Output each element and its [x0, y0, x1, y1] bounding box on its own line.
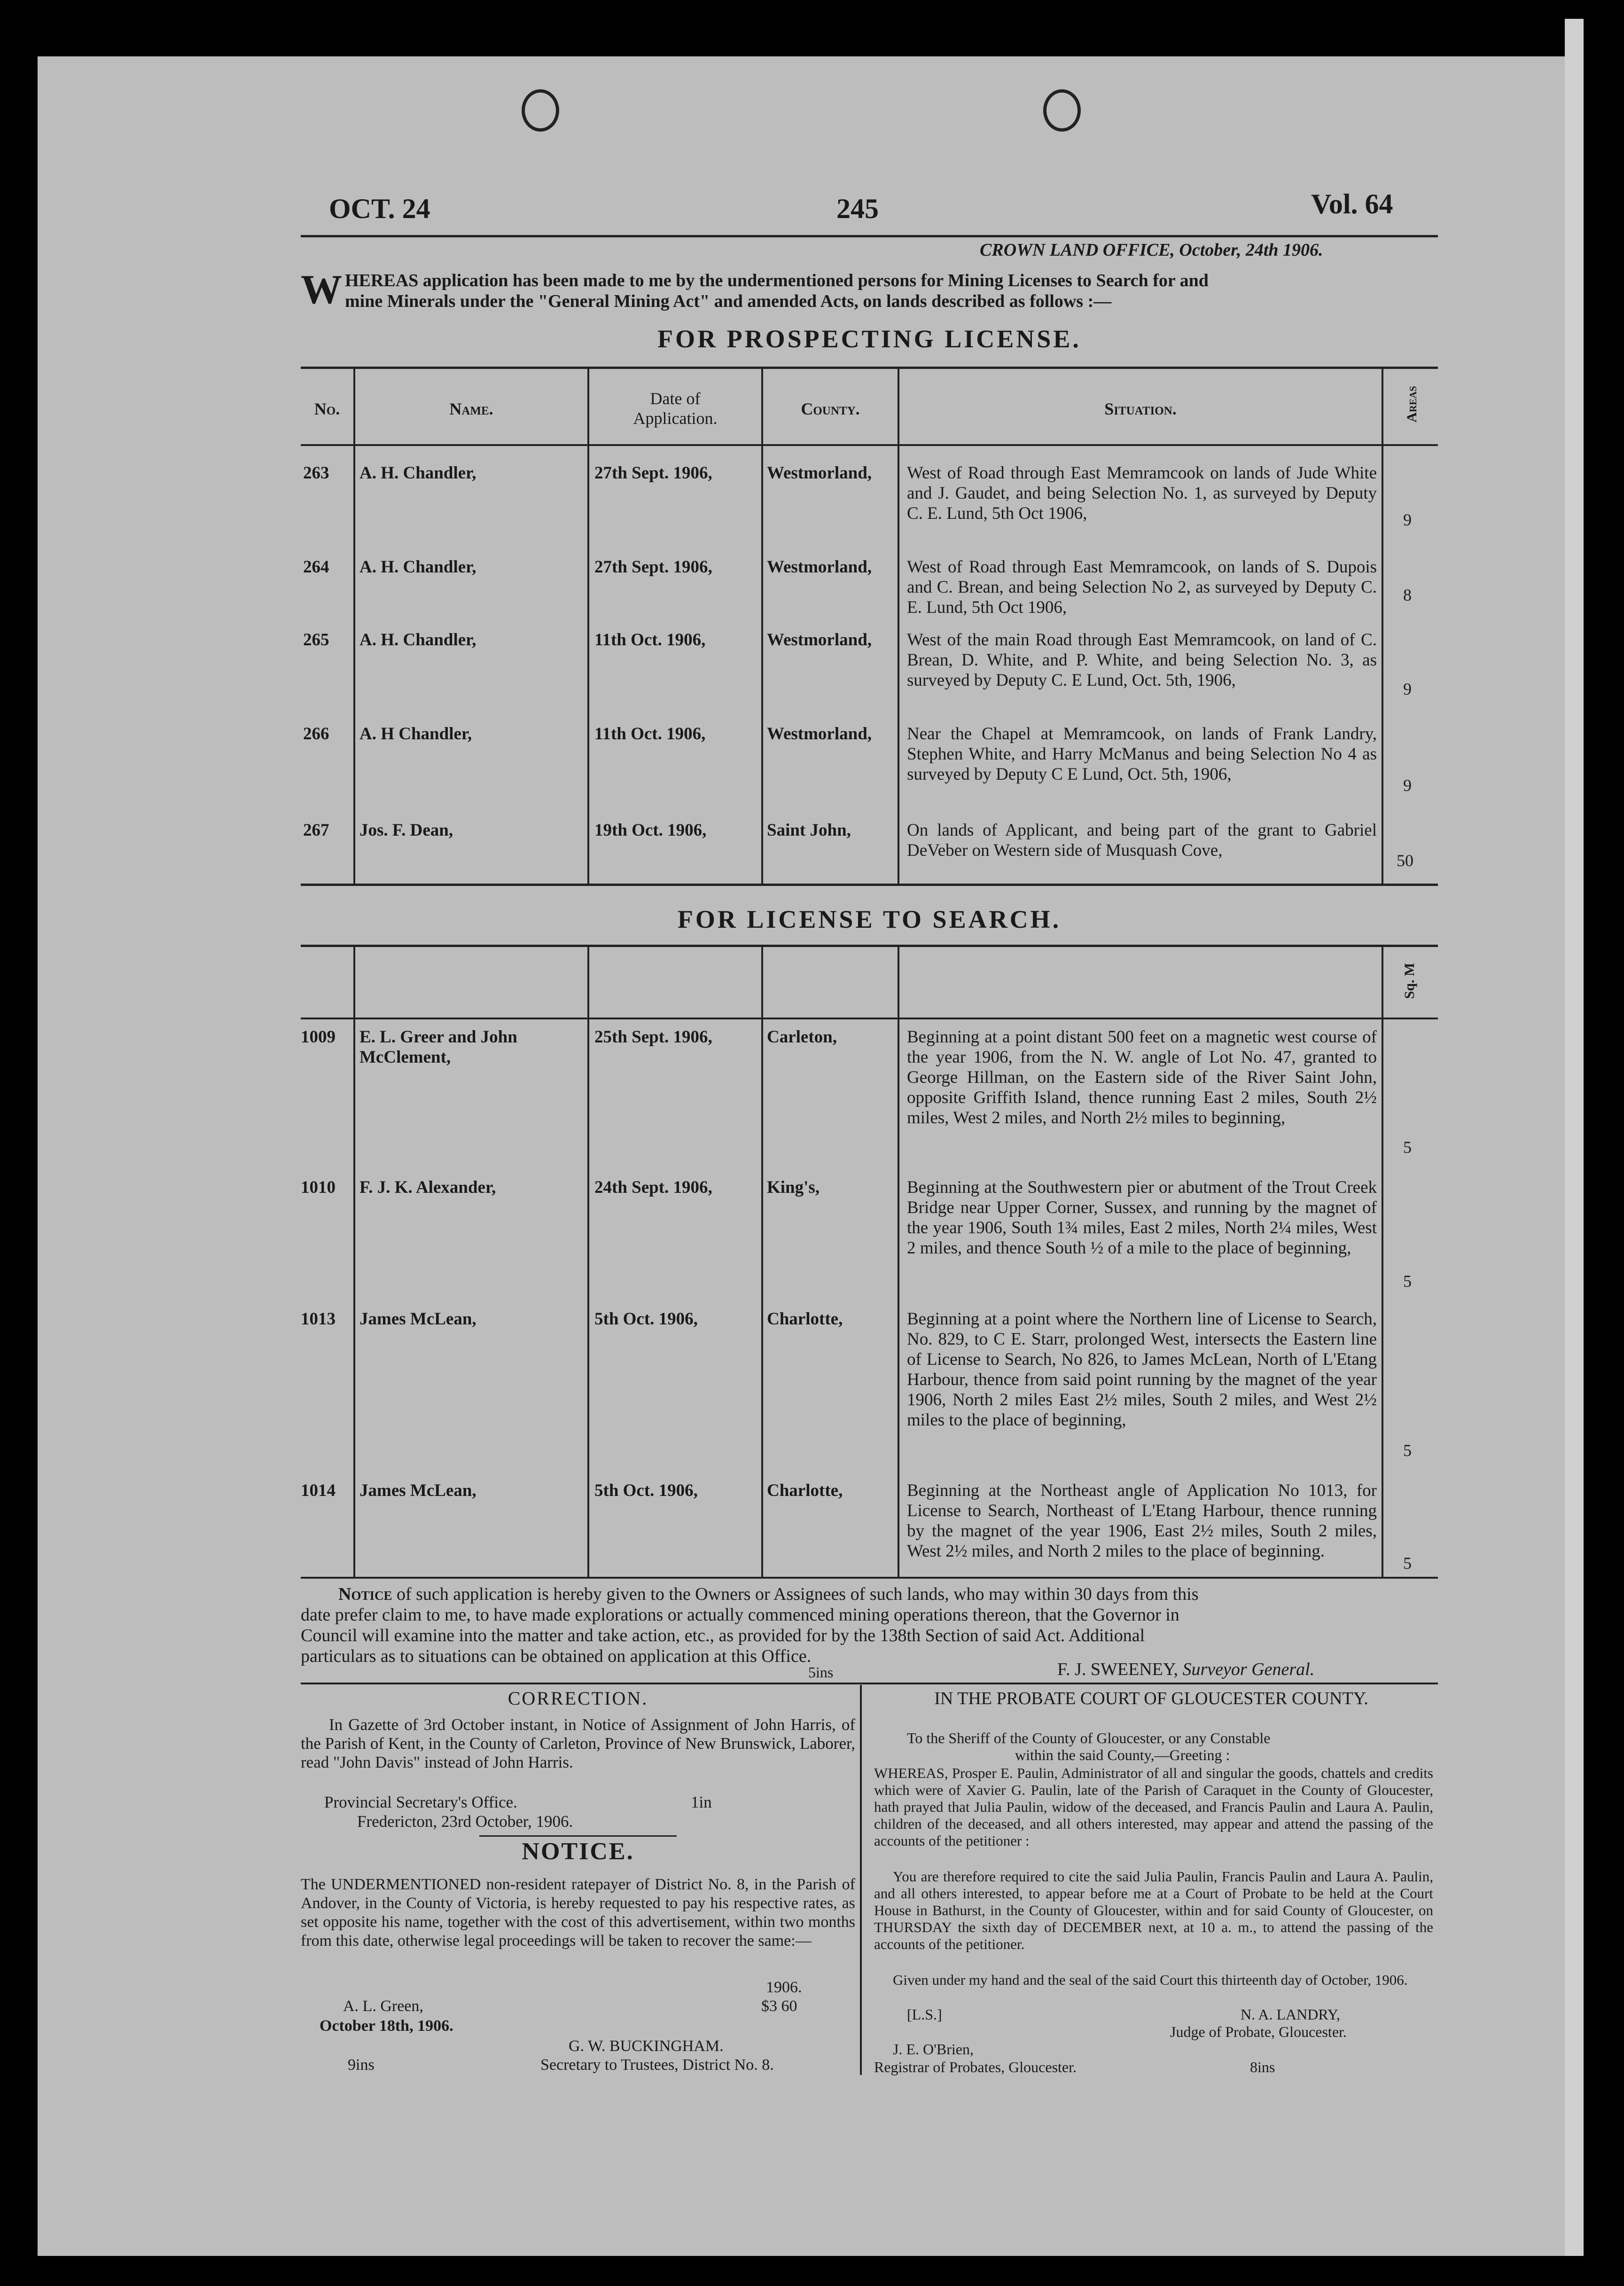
row-name: Jos. F. Dean, — [359, 821, 453, 840]
row-no: 1010 — [301, 1178, 336, 1197]
prospecting-title: FOR PROSPECTING LICENSE. — [657, 325, 1081, 353]
row-no: 266 — [303, 724, 329, 744]
row-situation: Beginning at the Southwestern pier or abutment of the Trout Creek Bridge near Upper Corner, Sussex, and running by the magnet of the year 1906, South 1¾ miles, East 2 miles, North 2¼ miles, West 2 miles, and thence South ½ of a mile to the place of beginning, — [907, 1178, 1377, 1258]
col-situation: Situation. — [1104, 399, 1177, 418]
probate-title: IN THE PROBATE COURT OF GLOUCESTER COUNTY. — [934, 1689, 1368, 1708]
row-situation: Near the Chapel at Memramcook, on lands of Frank Landry, Stephen White, and Harry McManus and being Selection No 4 as surveyed by Deputy C E Lund, Oct. 5th, 1906, — [907, 724, 1377, 784]
row-no: 1013 — [301, 1309, 336, 1329]
probate-registrar-title: Registrar of Probates, Gloucester. — [874, 2059, 1077, 2075]
row-area: 9 — [1403, 510, 1412, 529]
binding-hole-right — [1043, 89, 1081, 132]
correction-office: Provincial Secretary's Office. — [324, 1793, 517, 1811]
probate-body: WHEREAS, Prosper E. Paulin, Administrator of all and singular the goods, chattels and credits which were of Xavier G. Paulin, late of the Parish of Caraquet in the County of Gloucester, hath prayed that Julia Paulin, widow of the deceased, and Francis Paulin and Laura A. Paulin, children of the deceased, and all others interested, may appear and attend the passing of the accounts of the petitioner : — [874, 1765, 1433, 1849]
notice-signature — [1057, 1659, 1314, 1680]
volume-number: Vol. 64 — [1311, 188, 1393, 219]
col-rule — [353, 367, 355, 884]
notice-year: 1906. — [766, 1979, 802, 1996]
probate-registrar: J. E. O'Brien, — [893, 2041, 974, 2058]
office-line: CROWN LAND OFFICE, October, 24th 1906. — [980, 240, 1323, 260]
col-name: Name. — [449, 399, 493, 418]
column-top-rule — [301, 1683, 1438, 1684]
notice-amount: $3 60 — [761, 1997, 797, 2015]
row-situation: West of Road through East Memramcook on lands of Jude White and J. Gaudet, and being Selection No. 1, as surveyed by Deputy C. E. Lund, 5th Oct 1906, — [907, 463, 1377, 523]
notice-signer: G. W. BUCKINGHAM. — [569, 2037, 724, 2055]
row-area: 8 — [1403, 586, 1412, 604]
row-no: 263 — [303, 463, 329, 483]
row-county: Saint John, — [767, 821, 851, 840]
notice-insertions: 5ins — [808, 1664, 834, 1681]
row-name: A. H. Chandler, — [359, 630, 476, 650]
row-no: 264 — [303, 557, 329, 577]
row-area: 9 — [1403, 776, 1412, 795]
row-date: 11th Oct. 1906, — [594, 724, 706, 744]
row-situation: West of the main Road through East Memramcook, on land of C. Brean, D. White, and P. White, and being Selection No. 3, as surveyed by Deputy C. E Lund, Oct. 5th, 1906, — [907, 630, 1377, 690]
row-date: 25th Sept. 1906, — [594, 1027, 712, 1047]
notice-title: NOTICE. — [522, 1838, 634, 1865]
col-date-2: Application. — [633, 409, 718, 428]
search-top-rule — [301, 945, 1438, 947]
row-area: 5 — [1403, 1554, 1412, 1573]
row-no: 267 — [303, 821, 329, 840]
row-area: 5 — [1403, 1441, 1412, 1460]
page-number: 245 — [836, 193, 879, 224]
row-date: 27th Sept. 1906, — [594, 463, 712, 483]
col-rule — [587, 945, 589, 1577]
probate-seal: [L.S.] — [907, 2006, 942, 2023]
search-title: FOR LICENSE TO SEARCH. — [677, 905, 1062, 933]
intro-line-2: mine Minerals under the "General Mining Act" and amended Acts, on lands described as follows :— — [345, 291, 1112, 311]
probate-given: Given under my hand and the seal of the said Court this thirteenth day of October, 1906. — [893, 1972, 1408, 1988]
header-rule — [301, 235, 1438, 237]
notice-body: The UNDERMENTIONED non-resident ratepayer of District No. 8, in the Parish of Andover, in the County of Victoria, is hereby requested to pay his respective rates, as set opposite his name, together with the cost of this advertisement, within two months from this date, otherwise legal proceedings will be taken to recover the same:— — [301, 1876, 855, 1949]
correction-title: CORRECTION. — [508, 1688, 648, 1709]
prospecting-top-rule — [301, 367, 1438, 369]
probate-judge: N. A. LANDRY, — [1241, 2006, 1340, 2023]
row-name: James McLean, — [359, 1309, 476, 1329]
row-date: 27th Sept. 1906, — [594, 557, 712, 577]
probate-judge-title: Judge of Probate, Gloucester. — [1170, 2023, 1347, 2040]
row-situation: On lands of Applicant, and being part of the grant to Gabriel DeVeber on Western side of Musquash Cove, — [907, 821, 1377, 860]
probate-salutation-2: within the said County,—Greeting : — [1015, 1746, 1230, 1763]
surveyor-title: Surveyor General. — [1182, 1660, 1315, 1679]
col-rule — [898, 367, 899, 884]
col-rule — [1382, 367, 1383, 884]
probate-body-2: You are therefore required to cite the said Julia Paulin, Francis Paulin and Laura A. Paulin, and all others interested, to appear before me at a Court of Probate to be held at the Court House in Bathurst, in the County of Gloucester, within and for said County of Gloucester, on THURSDAY the sixth day of DECEMBER next, at 10 a. m., to attend the passing of the accounts of the petitioner. — [874, 1868, 1433, 1952]
row-date: 5th Oct. 1906, — [594, 1309, 698, 1329]
notice-signer-title: Secretary to Trustees, District No. 8. — [540, 2056, 774, 2074]
row-name: A. H. Chandler, — [359, 463, 476, 483]
col-area: Areas — [1404, 386, 1420, 423]
row-area: 5 — [1403, 1272, 1412, 1291]
row-county: Westmorland, — [767, 557, 872, 577]
row-county: Charlotte, — [767, 1309, 843, 1329]
row-situation: Beginning at a point where the Northern line of License to Search, No. 829, to C E. Starr, prolonged West, intersects the Eastern line of License to Search, No 826, to James McLean, North of L'Etang Harbour, thence from said point running by the magnet of the year 1906, North 2 miles East 2½ miles, South 2 miles, and West 2½ miles to the place of beginning, — [907, 1309, 1377, 1430]
intro-paragraph — [301, 267, 1438, 313]
col-rule — [353, 945, 355, 1577]
col-rule — [761, 367, 763, 884]
correction-rule — [479, 1835, 677, 1837]
notice-paragraph — [301, 1584, 1438, 1667]
row-county: King's, — [767, 1178, 820, 1197]
row-name: F. J. K. Alexander, — [359, 1178, 496, 1197]
row-county: Westmorland, — [767, 724, 872, 744]
row-date: 11th Oct. 1906, — [594, 630, 706, 650]
notice-insertions: 9ins — [348, 2056, 375, 2074]
correction-body: In Gazette of 3rd October instant, in Notice of Assignment of John Harris, of the Parish of Kent, in the County of Carleton, Province of New Brunswick, Laborer, read "John Davis" instead of John Harris. — [301, 1715, 855, 1771]
row-county: Westmorland, — [767, 463, 872, 483]
col-rule — [761, 945, 763, 1577]
row-name: E. L. Greer and John McClement, — [359, 1027, 517, 1067]
row-no: 1014 — [301, 1481, 336, 1500]
row-county: Westmorland, — [767, 630, 872, 650]
correction-place-date: Fredericton, 23rd October, 1906. — [357, 1812, 573, 1831]
notice-line-3: Council will examine into the matter and take action, etc., as provided for by the 138th Section of said Act. Additional — [301, 1626, 1145, 1645]
row-situation: Beginning at the Northeast angle of Application No 1013, for License to Search, Northeast of L'Etang Harbour, thence running by the magnet of the year 1906, East 2½ miles, South 2 miles, West 2½ miles, and North 2 miles to the place of beginning. — [907, 1481, 1377, 1561]
col-rule — [1382, 945, 1383, 1577]
notice-date: October 18th, 1906. — [320, 2017, 453, 2035]
issue-date: OCT. 24 — [329, 193, 430, 224]
notice-payer: A. L. Green, — [343, 1997, 423, 2015]
page-edge — [1565, 19, 1584, 2256]
row-situation: West of Road through East Memramcook, on lands of S. Dupois and C. Brean, and being Selection No 2, as surveyed by Deputy C. E. Lund, 5th Oct 1906, — [907, 557, 1377, 617]
notice-line-4: particulars as to situations can be obtained on application at this Office. — [301, 1646, 812, 1666]
col-date-1: Date of — [650, 389, 701, 408]
row-area: 50 — [1397, 851, 1413, 870]
prospecting-head-rule — [301, 444, 1438, 446]
row-area: 9 — [1403, 680, 1412, 698]
probate-insertions: 8ins — [1250, 2059, 1275, 2075]
row-date: 24th Sept. 1906, — [594, 1178, 712, 1197]
col-county: County. — [801, 399, 860, 418]
row-name: A. H Chandler, — [359, 724, 472, 744]
drop-cap: W — [301, 267, 342, 313]
row-name: A. H. Chandler, — [359, 557, 476, 577]
row-date: 5th Oct. 1906, — [594, 1481, 698, 1500]
search-head-rule — [301, 1018, 1438, 1019]
surveyor-name: F. J. SWEENEY, — [1057, 1660, 1179, 1679]
row-area: 5 — [1403, 1138, 1412, 1157]
search-bottom-rule — [301, 1577, 1438, 1579]
notice-line-1: of such application is hereby given to the Owners or Assignees of such lands, who may within 30 days from this — [396, 1584, 1199, 1604]
col-rule — [587, 367, 589, 884]
prospecting-bottom-rule — [301, 884, 1438, 886]
notice-lead: Notice — [338, 1584, 392, 1604]
col-no: No. — [314, 399, 340, 418]
row-name: James McLean, — [359, 1481, 476, 1500]
row-no: 265 — [303, 630, 329, 650]
col-rule — [898, 945, 899, 1577]
intro-line-1: HEREAS application has been made to me by the undermentioned persons for Mining Licenses to Search for and — [345, 271, 1209, 290]
probate-salutation-1: To the Sheriff of the County of Gloucester, or any Constable — [907, 1730, 1271, 1746]
binding-hole-left — [522, 89, 559, 132]
row-county: Carleton, — [767, 1027, 837, 1047]
col-sq-miles: Sq. M — [1402, 963, 1417, 999]
correction-insertions: 1in — [691, 1793, 712, 1811]
row-county: Charlotte, — [767, 1481, 843, 1500]
row-situation: Beginning at a point distant 500 feet on a magnetic west course of the year 1906, from the N. W. angle of Lot No. 47, granted to George Hillman, on the Eastern side of the River Saint John, opposite Griffith Island, thence running East 2 miles, South 2½ miles, West 2 miles, and North 2½ miles to beginning, — [907, 1027, 1377, 1127]
row-date: 19th Oct. 1906, — [594, 821, 707, 840]
notice-line-2: date prefer claim to me, to have made explorations or actually commenced mining operations thereon, that the Governor in — [301, 1605, 1179, 1625]
column-divider — [860, 1685, 862, 2075]
row-no: 1009 — [301, 1027, 336, 1047]
